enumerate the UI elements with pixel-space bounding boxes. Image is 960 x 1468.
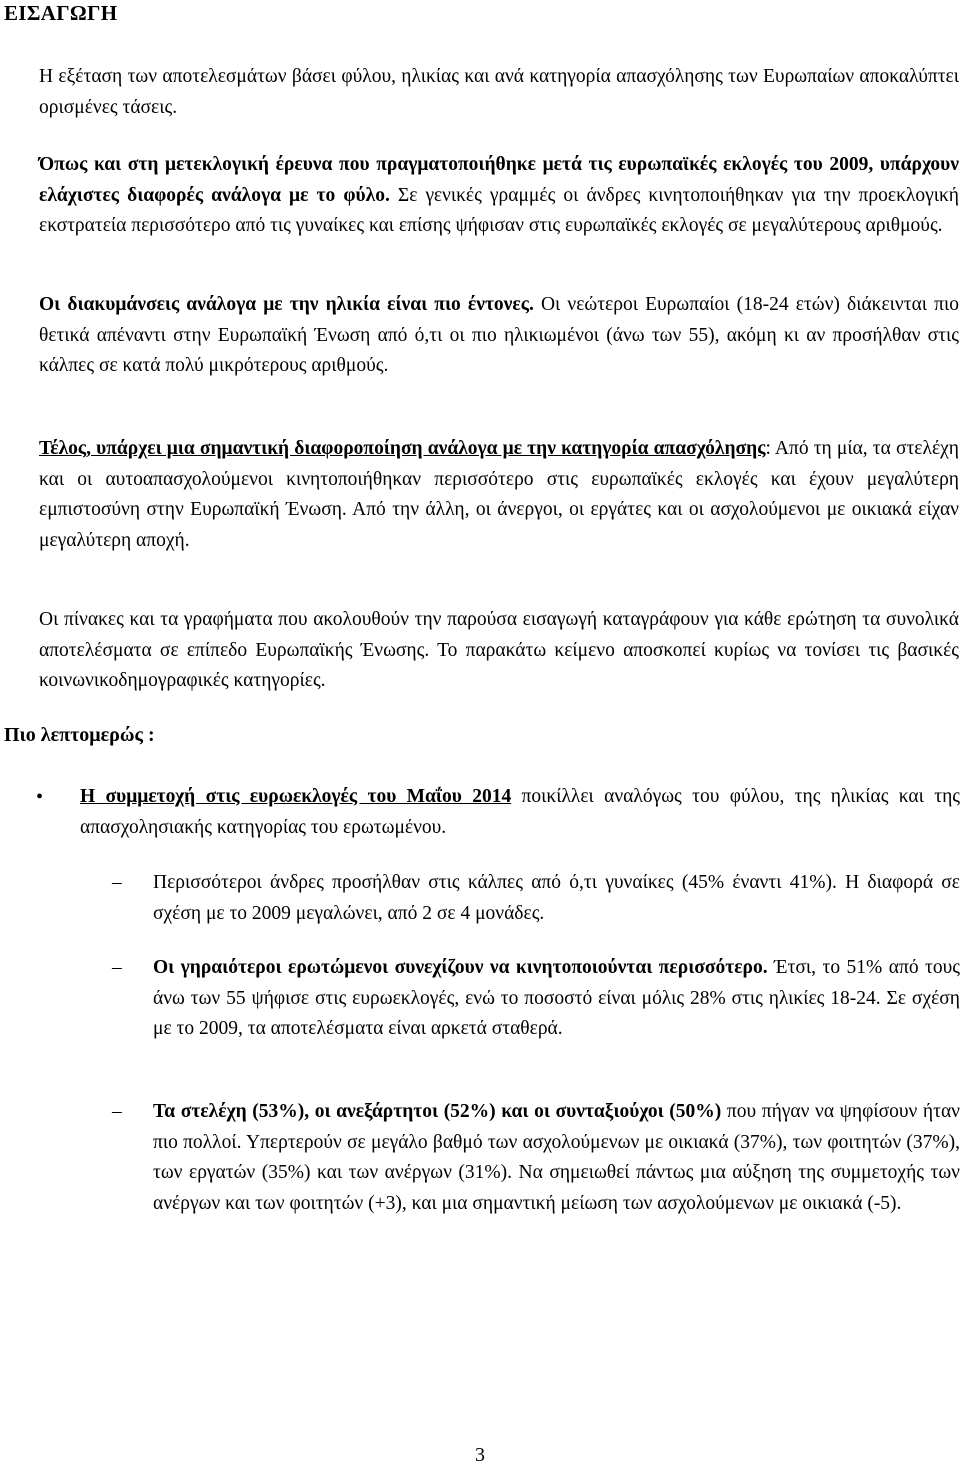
details-heading: Πιο λεπτομερώς :	[4, 724, 155, 746]
age-paragraph	[39, 290, 959, 382]
dash-icon: –	[112, 872, 122, 893]
occupation-paragraph	[39, 434, 959, 556]
section-heading: ΕΙΣΑΓΩΓΗ	[4, 1, 118, 25]
occupation-text: : Από τη μία, τα στελέχη και οι αυτοαπασχολούμενοι κινητοποιήθηκαν περισσότερο στις ευρωπαϊκές εκλογές και έχουν μεγαλύτερη εμπιστοσύνη στην Ευρωπαϊκή Ένωση. Από την άλλη, οι άνεργοι, οι εργάτες και οι ασχολούμενοι με οικιακά είχαν μεγαλύτερη αποχή.	[39, 438, 959, 551]
intro-text: Η εξέταση των αποτελεσμάτων βάσει φύλου, ηλικίας και ανά κατηγορία απασχόλησης των Ευρωπαίων αποκαλύπτει ορισμένες τάσεις.	[39, 66, 959, 118]
age-turnout-item	[153, 953, 960, 1045]
occupation-turnout-lead: Τα στελέχη (53%), οι ανεξάρτητοι (52%) και οι συνταξιούχοι (50%)	[153, 1101, 722, 1122]
dash-icon: –	[112, 957, 122, 978]
gender-lead: Όπως και στη μετεκλογική έρευνα που πραγματοποιήθηκε μετά τις ευρωπαϊκές εκλογές του 2009, υπάρχουν ελάχιστες διαφορές ανάλογα με το φύλο.	[39, 154, 959, 206]
occupation-turnout-item	[153, 1097, 960, 1219]
age-text: Οι νεώτεροι Ευρωπαίοι (18-24 ετών) διάκεινται πιο θετικά απέναντι στην Ευρωπαϊκή Ένωση από ό,τι οι πιο ηλικιωμένοι (άνω των 55), ακόμη κι αν προσήλθαν στις κάλπες σε κατά πολύ μικρότερους αριθμούς.	[39, 294, 960, 376]
dash-icon: –	[112, 1101, 122, 1122]
participation-lead: Η συμμετοχή στις ευρωεκλογές του Μαΐου 2014	[80, 786, 512, 807]
age-lead: Οι διακυμάνσεις ανάλογα με την ηλικία είναι πιο έντονες.	[39, 294, 534, 315]
gender-paragraph	[39, 150, 959, 242]
participation-bullet	[80, 782, 960, 843]
occupation-lead: Τέλος, υπάρχει μια σημαντική διαφοροποίηση ανάλογα με την κατηγορία απασχόλησης	[39, 438, 766, 459]
participation-text: ποικίλλει αναλόγως του φύλου, της ηλικίας και της απασχολησιακής κατηγορίας του ερωτωμένου.	[80, 786, 960, 838]
occupation-turnout-text: που πήγαν να ψηφίσουν ήταν πιο πολλοί. Υπερτερούν σε μεγάλο βαθμό των ασχολούμενων με οικιακά (37%), των φοιτητών (37%), των εργατών (35%) και των ανέργων (31%). Να σημειωθεί πάντως μια αύξηση της συμμετοχής των ανέργων και των φοιτητών (+3), και μια σημαντική μείωση των ασχολούμενων με οικιακά (-5).	[153, 1101, 960, 1214]
gender-text: Σε γενικές γραμμές οι άνδρες κινητοποιήθηκαν για την προεκλογική εκστρατεία περισσότερο από τις γυναίκες και επίσης ψήφισαν στις ευρωπαϊκές εκλογές σε μεγαλύτερους αριθμούς.	[39, 184, 959, 236]
gender-turnout-text: Περισσότεροι άνδρες προσήλθαν στις κάλπες από ό,τι γυναίκες (45% έναντι 41%). Η διαφορά σε σχέση με το 2009 μεγαλώνει, από 2 σε 4 μονάδες.	[153, 872, 960, 924]
bullet-icon: •	[36, 786, 44, 808]
age-turnout-text: Έτσι, το 51% από τους άνω των 55 ψήφισε στις ευρωεκλογές, ενώ το ποσοστό είναι μόλις 28% στις ηλικίες 18-24. Σε σχέση με το 2009, τα αποτελέσματα είναι αρκετά σταθερά.	[153, 957, 960, 1039]
tables-text: Οι πίνακες και τα γραφήματα που ακολουθούν την παρούσα εισαγωγή καταγράφουν για κάθε ερώτηση τα συνολικά αποτελέσματα σε επίπεδο Ευρωπαϊκής Ένωσης. Το παρακάτω κείμενο αποσκοπεί κυρίως να τονίσει τις βασικές κοινωνικοδημογραφικές κατηγορίες.	[39, 609, 959, 691]
intro-paragraph	[39, 62, 959, 123]
tables-paragraph	[39, 605, 959, 697]
age-turnout-lead: Οι γηραιότεροι ερωτώμενοι συνεχίζουν να κινητοποιούνται περισσότερο.	[153, 957, 768, 978]
page-number: 3	[475, 1444, 485, 1466]
gender-turnout-item	[153, 868, 960, 929]
